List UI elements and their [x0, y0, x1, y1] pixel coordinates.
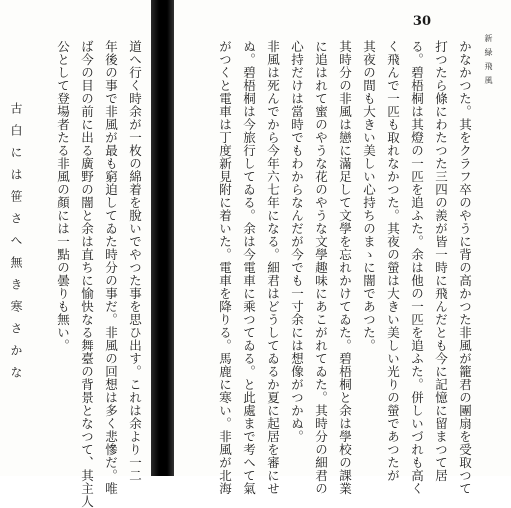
text-column: に追はれて蜜のやうな花のやうな文學趣味にあこがれてゐた。其時分の細君の: [313, 40, 329, 495]
text-column: 非風は死んでから今年六七年になる。細君はどうしてゐるか夏に起居を審にせ: [265, 40, 281, 495]
text-column: 公として登場者たる非風の顏には一點の曇りも無い。: [55, 40, 71, 352]
text-column: ば今の目の前に出る廣野の闇と余は直ちに愉快なる舞臺の背景となつて、其主人: [79, 40, 95, 508]
text-column: く飛んで一匹も取れなかつた。其夜の螢は大きい美しい光りの螢であつたが: [385, 40, 401, 482]
text-column: 其時分の非風は戀に滿足して文學を忘れかけてゐた。碧梧桐と余は學校の課業: [337, 40, 353, 495]
running-header: 新緑飛風: [484, 34, 493, 90]
text-column: 打つたら條にわたつた三四の羨が皆一時に飛んだとも今に記憶に留まつて居: [433, 40, 449, 482]
text-column: かなかつた。其をクラフ卒のやうに背の高かつた非風が籠君の團扇を受取つて: [457, 40, 473, 495]
text-column: ぬ。碧梧桐は今旅行してゐる。余は今電車に乘つてゐる。と此處まで考へて氣: [241, 40, 257, 495]
haiku-line: 古白には笹さへ無き寒さかな: [9, 102, 23, 388]
text-column: 道へ行く時余が一枚の綿着を脫いでやつた事を思ひ出す。これは余より一二: [127, 40, 143, 482]
page-number: 30: [412, 14, 431, 29]
text-column: 其夜の間も大きい美しい心持ちのまゝに闇であつた。: [361, 40, 377, 352]
text-column: 年後の事で非風が最も窮迫してゐた時分の事だ。非風の回想は多く悲慘だ。唯: [103, 40, 119, 495]
book-gutter: [151, 0, 174, 476]
text-column: 心持だけは當時でもわからなんだが今でも一寸余には想像がつかぬ。: [289, 40, 305, 443]
text-column: がつくと電車は丁度新見附に着いた。電車を降りる。馬鹿に寒い。非風が北海: [217, 40, 233, 495]
text-column: る。碧梧桐は其燈の一匹を追ふた。余は他の一匹を追ふた。併しいづれも高く: [409, 40, 425, 495]
